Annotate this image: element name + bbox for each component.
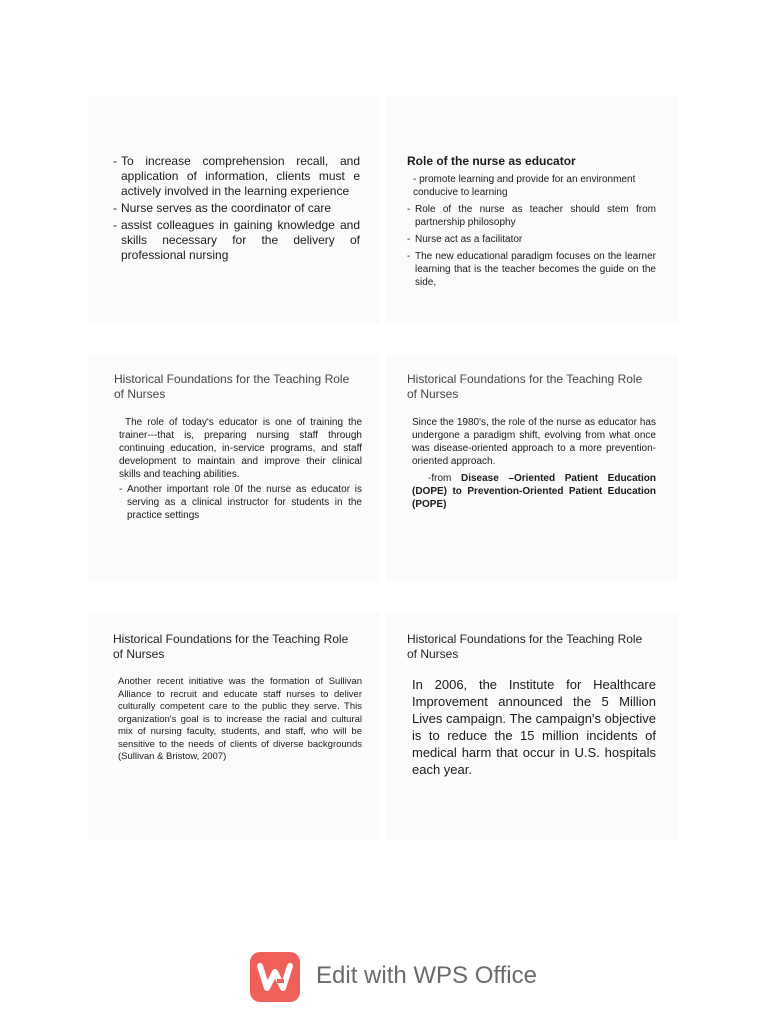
slide-5-paragraph: Another recent initiative was the formation of Sullivan Alliance to recruit and educate staff nurses to deliver culturally competent care to the public they serve. This organization's goal is to increase the racial and cultural mix of nursing faculty, students, and staff, who will be sensitive to the needs of clients of diverse backgrounds (Sullivan & Bristow, 2007) xyxy=(118,676,362,762)
slide-6 xyxy=(386,612,678,840)
slide-3-paragraph: The role of today's educator is one of training the trainer---that is, preparing nursing staff through continuing education, in-service programs, and staff development to maintain and improve their clinical skills and teaching abilities. xyxy=(119,417,362,480)
slide-1-bullet-2: - Nurse serves as the coordinator of care xyxy=(113,201,360,216)
slide-4-from-line xyxy=(412,472,656,511)
slide-4-title: Historical Foundations for the Teaching Role of Nurses xyxy=(407,372,643,401)
slide-3-title: Historical Foundations for the Teaching Role of Nurses xyxy=(114,372,350,401)
slide-1-bullet-1: - To increase comprehension recall, and application of information, clients must e actively involved in the learning experience xyxy=(113,154,360,199)
wps-edit-banner[interactable] xyxy=(250,950,540,1004)
slide-2-bullet-2: - Nurse act as a facilitator xyxy=(407,233,656,246)
slide-4-from-prefix: -from xyxy=(428,473,461,484)
slide-2-heading: Role of the nurse as educator xyxy=(407,154,576,168)
slide-6-title: Historical Foundations for the Teaching Role of Nurses xyxy=(407,632,643,661)
wps-edit-label[interactable]: Edit with WPS Office xyxy=(316,962,537,989)
slide-3 xyxy=(88,354,380,582)
slide-4-paragraph: Since the 1980's, the role of the nurse as educator has undergone a paradigm shift, evolving from what once was disease-oriented approach to a more prevention-oriented approach. xyxy=(412,417,656,467)
slide-1-bullet-3: - assist colleagues in gaining knowledge and skills necessary for the delivery of professional nursing xyxy=(113,218,360,263)
slide-3-bullet-1: - Another important role 0f the nurse as educator is serving as a clinical instructor for students in the practice settings xyxy=(119,483,362,522)
slide-2-bullet-3: - The new educational paradigm focuses on the learner learning that is the teacher becomes the guide on the side, xyxy=(407,250,656,289)
slide-2-lead: - promote learning and provide for an environment conducive to learning xyxy=(413,174,636,198)
slide-6-paragraph: In 2006, the Institute for Healthcare Improvement announced the 5 Million Lives campaign. The campaign's objective is to reduce the 15 million incidents of medical harm that occur in U.S. hospitals each year. xyxy=(412,677,656,777)
slide-5-title: Historical Foundations for the Teaching Role of Nurses xyxy=(113,632,349,661)
slide-5 xyxy=(88,612,380,840)
slide-2 xyxy=(386,96,678,324)
slide-4-from-bold: Disease –Oriented Patient Education (DOPE) to Prevention-Oriented Patient Education (POPE) xyxy=(412,473,657,510)
slide-4 xyxy=(386,354,678,582)
slide-1 xyxy=(88,96,380,324)
wps-office-logo-icon xyxy=(250,952,300,1002)
slide-2-bullet-1: - Role of the nurse as teacher should stem from partnership philosophy xyxy=(407,203,656,229)
